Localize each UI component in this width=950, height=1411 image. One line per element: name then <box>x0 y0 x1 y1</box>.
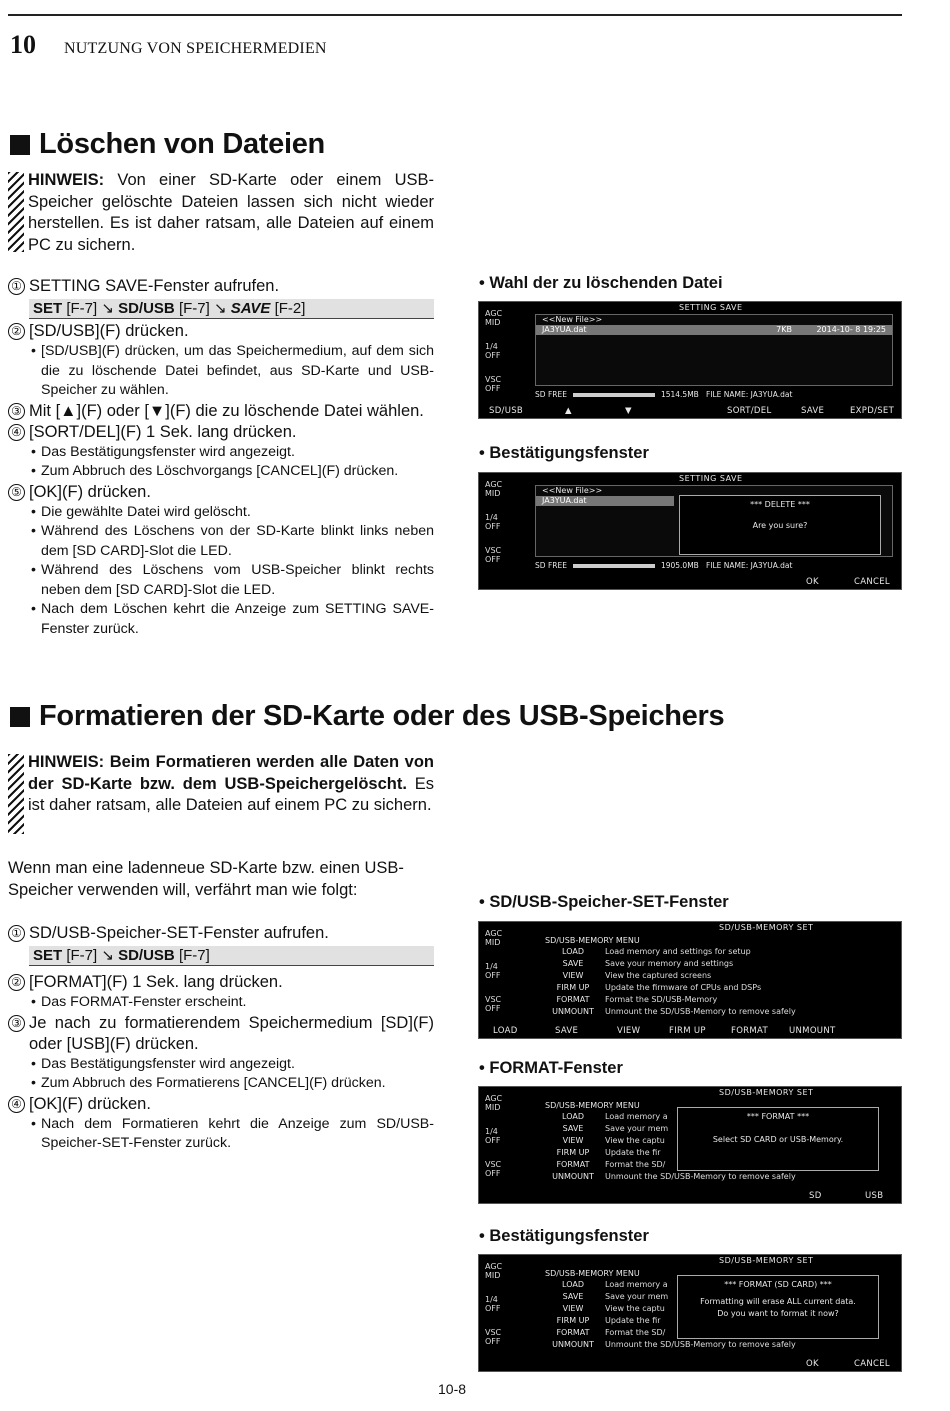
note-text: Von einer SD-Karte oder einem USB-Speicher gelöschte Dateien lassen sich nicht wieder herstellen. Es ist daher ratsam, alle Dateien auf einem PC zu sichern. <box>28 171 434 254</box>
side-att: 1/4 OFF <box>485 342 501 360</box>
bullet-item: • Nach dem Formatieren kehrt die Anzeige zum SD/USB-Speicher-SET-Fenster zurück. <box>8 1115 434 1154</box>
caption-format-window: • FORMAT-Fenster <box>479 1059 623 1077</box>
fkey-load[interactable]: LOAD <box>493 1026 518 1036</box>
menu-item-firm-up[interactable]: FIRM UP Update the firmware of CPUs and DSPs <box>556 983 762 992</box>
bullet-item: • Das Bestätigungsfenster wird angezeigt. <box>8 443 434 463</box>
caption-confirm-delete: • Bestätigungsfenster <box>479 444 649 462</box>
dialog-line-1: Formatting will erase ALL current data. <box>700 1297 856 1306</box>
menu-item-unmount[interactable]: UNMOUNT Unmount the SD/USB-Memory to remove safely <box>552 1340 796 1349</box>
side-att: 1/4 OFF <box>485 1295 501 1313</box>
status-line: SD FREE 1514.5MB FILE NAME: JA3YUA.dat <box>535 390 793 399</box>
dialog-title: *** FORMAT *** <box>746 1112 810 1121</box>
steps-delete <box>8 276 434 639</box>
step-item: ③ Je nach zu formatierendem Speichermedium [SD](F) oder [USB](F) drücken. <box>8 1013 434 1055</box>
step-number: ④ <box>8 1096 25 1113</box>
screen-format-confirm <box>478 1254 902 1372</box>
menu-item-load[interactable]: LOAD Load memory and settings for setup <box>562 947 751 956</box>
menu-item-view[interactable]: VIEW View the captured screens <box>562 971 712 980</box>
bullet-item: • Zum Abbruch des Löschvorgangs [CANCEL](F) drücken. <box>8 462 434 482</box>
menu-path-bar: SET [F-7] ↘ SD/USB [F-7] ↘ SAVE [F-2] <box>29 299 434 319</box>
step-item: ④ [SORT/DEL](F) 1 Sek. lang drücken. <box>8 422 434 443</box>
bullet-item: • Nach dem Löschen kehrt die Anzeige zum SETTING SAVE-Fenster zurück. <box>8 600 434 639</box>
status-line: SD FREE 1905.0MB FILE NAME: JA3YUA.dat <box>535 561 793 570</box>
step-number: ② <box>8 974 25 991</box>
side-att: 1/4 OFF <box>485 1127 501 1145</box>
side-agc: AGC MID <box>485 309 503 327</box>
caption-file-select: • Wahl der zu löschenden Datei <box>479 274 723 292</box>
note-text: Es ist daher ratsam, alle Dateien auf einem PC zu sichern. <box>28 774 434 814</box>
note-label: HINWEIS: <box>28 171 105 189</box>
bullet-item: • Während des Löschens von der SD-Karte blinkt links neben dem [SD CARD]-Slot die LED. <box>8 522 434 561</box>
menu-item-unmount[interactable]: UNMOUNT Unmount the SD/USB-Memory to remove safely <box>552 1172 796 1181</box>
free-space-bar <box>573 393 655 397</box>
step-item: ⑤ [OK](F) drücken. <box>8 482 434 503</box>
note-format <box>8 752 434 817</box>
step-number: ② <box>8 323 25 340</box>
square-bullet-icon <box>10 707 30 727</box>
screen-title: SETTING SAVE <box>679 303 743 312</box>
chapter-number: 10 <box>10 30 36 59</box>
chapter-title: NUTZUNG VON SPEICHERMEDIEN <box>64 40 327 57</box>
section-title: Formatieren der SD-Karte oder des USB-Speichers <box>39 700 725 732</box>
menu-path-bar: SET [F-7] ↘ SD/USB [F-7] <box>29 946 434 966</box>
menu-item-save[interactable]: SAVE Save your memory and settings <box>562 959 734 968</box>
bullet-item: • Das FORMAT-Fenster erscheint. <box>8 993 434 1013</box>
fkey-firm-up[interactable]: FIRM UP <box>669 1026 706 1036</box>
step-number: ④ <box>8 424 25 441</box>
note-delete <box>8 170 434 256</box>
step-item: ② [FORMAT](F) 1 Sek. lang drücken. <box>8 972 434 993</box>
menu-item-load[interactable]: LOAD Load memory a <box>562 1280 668 1289</box>
list-item-selected[interactable]: JA3YUA.dat <box>536 496 674 506</box>
caption-confirm-format: • Bestätigungsfenster <box>479 1227 649 1245</box>
square-bullet-icon <box>10 135 30 155</box>
menu-item-format[interactable]: FORMAT Format the SD/ <box>556 1328 666 1337</box>
section-heading-delete <box>10 128 325 161</box>
side-vsc: VSC OFF <box>485 995 502 1013</box>
bullet-item: • Während des Löschens vom USB-Speicher blinkt rechts neben dem [SD CARD]-Slot die LED. <box>8 561 434 600</box>
dialog-title: *** FORMAT (SD CARD) *** <box>724 1280 832 1289</box>
menu-header: SD/USB-MEMORY MENU <box>545 1101 640 1110</box>
free-space-bar <box>573 564 655 568</box>
step-item: ④ [OK](F) drücken. <box>8 1094 434 1115</box>
section-title: Löschen von Dateien <box>39 128 325 160</box>
step-number: ⑤ <box>8 484 25 501</box>
side-agc: AGC MID <box>485 929 503 947</box>
fkey-sort-del[interactable]: SORT/DEL <box>727 406 772 416</box>
menu-item-load[interactable]: LOAD Load memory a <box>562 1112 668 1121</box>
fkey-expd-set[interactable]: EXPD/SET <box>850 406 895 416</box>
fkey-usb[interactable]: USB <box>865 1191 884 1201</box>
dialog-text: Select SD CARD or USB-Memory. <box>712 1135 844 1144</box>
note-label: HINWEIS: Beim Formatieren werden alle Daten von der SD-Karte bzw. dem USB-Speichergelöscht. <box>28 753 434 793</box>
menu-header: SD/USB-MEMORY MENU <box>545 1269 640 1278</box>
step-number: ① <box>8 278 25 295</box>
screen-title: SD/USB-MEMORY SET <box>719 923 814 932</box>
step-number: ① <box>8 925 25 942</box>
format-dialog <box>677 1107 879 1171</box>
side-att: 1/4 OFF <box>485 513 501 531</box>
steps-format <box>8 923 434 1154</box>
fkey-sd[interactable]: SD <box>809 1191 822 1201</box>
menu-item-firm-up[interactable]: FIRM UP Update the fir <box>556 1316 661 1325</box>
fkey-sd-usb[interactable]: SD/USB <box>489 406 524 416</box>
fkey-ok[interactable]: OK <box>806 577 819 587</box>
fkey-format[interactable]: FORMAT <box>731 1026 768 1036</box>
dialog-title: *** DELETE *** <box>750 500 810 509</box>
caption-memory-set: • SD/USB-Speicher-SET-Fenster <box>479 893 729 911</box>
menu-item-view[interactable]: VIEW View the captu <box>562 1136 665 1145</box>
bullet-item: • [SD/USB](F) drücken, um das Speichermedium, auf dem sich die zu löschende Datei befindet, aus SD-Karte und USB-Speicher zu wählen. <box>8 342 434 401</box>
intro-paragraph: Wenn man eine ladenneue SD-Karte bzw. einen USB-Speicher verwenden will, verfährt man wie folgt: <box>8 859 404 899</box>
format-confirm-dialog <box>677 1275 879 1339</box>
list-item[interactable]: <<New File>> <box>542 486 603 495</box>
menu-item-save[interactable]: SAVE Save your mem <box>562 1292 669 1301</box>
fkey-save[interactable]: SAVE <box>555 1026 579 1036</box>
fkey-up[interactable]: ▲ <box>565 406 572 416</box>
screen-title: SETTING SAVE <box>679 474 743 483</box>
fkey-down[interactable]: ▼ <box>625 406 632 416</box>
list-item[interactable]: <<New File>> <box>542 315 603 324</box>
menu-item-format[interactable]: FORMAT Format the SD/ <box>556 1160 666 1169</box>
file-list <box>535 314 893 386</box>
step-number: ③ <box>8 403 25 420</box>
screen-title: SD/USB-MEMORY SET <box>719 1088 814 1097</box>
hatch-warning-icon <box>8 754 24 834</box>
side-att: 1/4 OFF <box>485 962 501 980</box>
step-number: ③ <box>8 1015 25 1032</box>
menu-header: SD/USB-MEMORY MENU <box>545 936 640 945</box>
menu-item-unmount[interactable]: UNMOUNT Unmount the SD/USB-Memory to remove safely <box>552 1007 796 1016</box>
section-heading-format <box>10 700 724 733</box>
hatch-warning-icon <box>8 172 24 252</box>
screen-format <box>478 1086 902 1204</box>
delete-dialog <box>679 495 881 555</box>
screen-setting-save <box>478 301 902 419</box>
fkey-save[interactable]: SAVE <box>801 406 825 416</box>
fkey-cancel[interactable]: CANCEL <box>854 577 890 587</box>
dialog-line-2: Do you want to format it now? <box>717 1309 839 1318</box>
step-item: ② [SD/USB](F) drücken. <box>8 321 434 342</box>
side-agc: AGC MID <box>485 1262 503 1280</box>
side-vsc: VSC OFF <box>485 375 502 393</box>
bullet-item: • Zum Abbruch des Formatierens [CANCEL](F) drücken. <box>8 1074 434 1094</box>
screen-title: SD/USB-MEMORY SET <box>719 1256 814 1265</box>
dialog-question: Are you sure? <box>752 521 808 530</box>
side-vsc: VSC OFF <box>485 1160 502 1178</box>
fkey-view[interactable]: VIEW <box>617 1026 641 1036</box>
menu-item-firm-up[interactable]: FIRM UP Update the fir <box>556 1148 661 1157</box>
fkey-cancel[interactable]: CANCEL <box>854 1359 890 1369</box>
side-vsc: VSC OFF <box>485 1328 502 1346</box>
screen-memory-set <box>478 921 902 1039</box>
step-item: ③ Mit [▲](F) oder [▼](F) die zu löschende Datei wählen. <box>8 401 434 422</box>
side-agc: AGC MID <box>485 1094 503 1112</box>
page-number: 10-8 <box>438 1381 467 1397</box>
screen-delete-confirm <box>478 472 902 590</box>
header-rule <box>8 14 902 16</box>
side-agc: AGC MID <box>485 480 503 498</box>
menu-item-format[interactable]: FORMAT Format the SD/USB-Memory <box>556 995 718 1004</box>
list-item-selected[interactable]: JA3YUA.dat 7KB 2014-10- 8 19:25 <box>536 325 892 335</box>
step-item: ① SETTING SAVE-Fenster aufrufen. <box>8 276 434 297</box>
bullet-item: • Das Bestätigungsfenster wird angezeigt. <box>8 1055 434 1075</box>
fkey-ok[interactable]: OK <box>806 1359 819 1369</box>
bullet-item: • Die gewählte Datei wird gelöscht. <box>8 503 434 523</box>
menu-item-view[interactable]: VIEW View the captu <box>562 1304 665 1313</box>
fkey-unmount[interactable]: UNMOUNT <box>789 1026 836 1036</box>
menu-item-save[interactable]: SAVE Save your mem <box>562 1124 669 1133</box>
side-vsc: VSC OFF <box>485 546 502 564</box>
step-item: ① SD/USB-Speicher-SET-Fenster aufrufen. <box>8 923 434 944</box>
